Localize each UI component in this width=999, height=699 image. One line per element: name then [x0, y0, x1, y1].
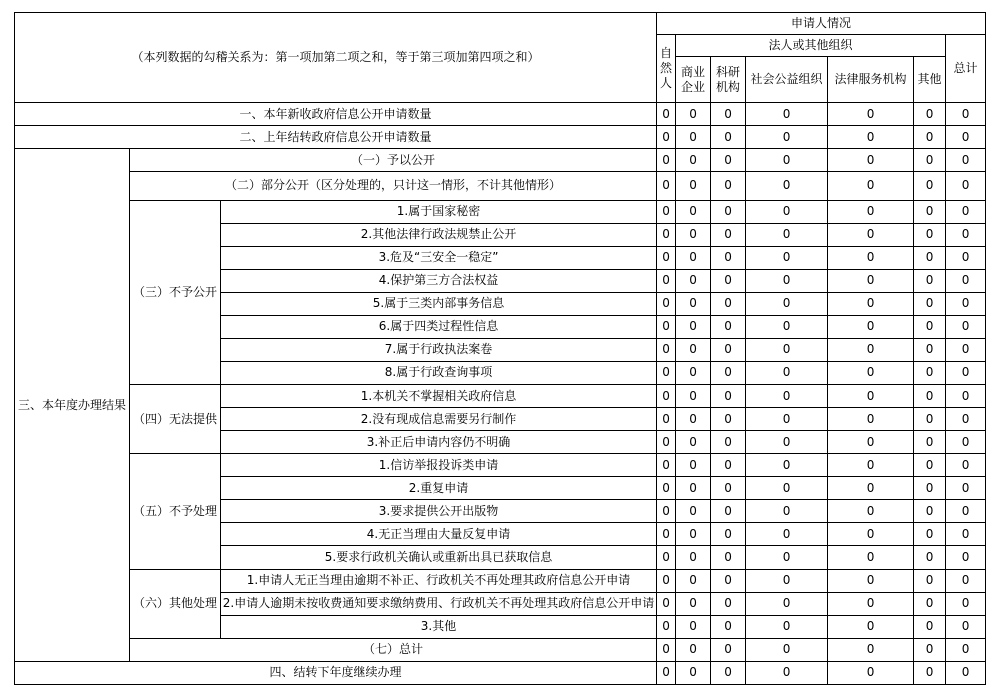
- result-g5-sub-label: 5.要求行政机关确认或重新出具已获取信息: [221, 546, 657, 569]
- new-requests-row-value: 0: [828, 103, 914, 126]
- result-g4-sub-value: 0: [657, 431, 676, 454]
- result-g4-sub-value: 0: [914, 408, 946, 431]
- result-g2-row: [15, 172, 986, 200]
- result-g3-sub-value: 0: [657, 338, 676, 361]
- result-g3-sub-value: 0: [746, 338, 828, 361]
- result-g3-sub-value: 0: [828, 292, 914, 315]
- result-g3-sub-value: 0: [657, 315, 676, 338]
- result-g4-sub-value: 0: [676, 431, 711, 454]
- result-g3-sub-value: 0: [946, 292, 986, 315]
- total-header: 总计: [946, 35, 986, 103]
- result-g3-sub-value: 0: [676, 292, 711, 315]
- result-g5-sub-value: 0: [946, 523, 986, 546]
- result-g6-label: （六）其他处理: [130, 569, 221, 638]
- result-g3-sub-label: 6.属于四类过程性信息: [221, 315, 657, 338]
- result-g3-sub-value: 0: [676, 338, 711, 361]
- result-g6-sub-value: 0: [946, 592, 986, 615]
- section3-label: 三、本年度办理结果: [15, 149, 130, 661]
- result-g4-sub-value: 0: [711, 431, 746, 454]
- result-g1-value: 0: [746, 149, 828, 172]
- result-g5-sub-value: 0: [711, 454, 746, 477]
- result-g3-sub-value: 0: [657, 269, 676, 292]
- result-g4-sub-value: 0: [914, 385, 946, 408]
- result-g5-sub-value: 0: [946, 477, 986, 500]
- carry-forward-value: 0: [746, 661, 828, 684]
- result-g3-sub-value: 0: [828, 338, 914, 361]
- result-g3-sub-value: 0: [676, 200, 711, 223]
- new-requests-row-value: 0: [711, 103, 746, 126]
- result-g3-sub-value: 0: [711, 269, 746, 292]
- result-g3-sub-value: 0: [746, 292, 828, 315]
- carried-over-row-value: 0: [676, 126, 711, 149]
- result-g7-value: 0: [828, 638, 914, 661]
- result-g5-sub-value: 0: [676, 477, 711, 500]
- result-g3-sub-value: 0: [746, 315, 828, 338]
- result-g4-sub-value: 0: [711, 408, 746, 431]
- result-g5-sub-value: 0: [711, 523, 746, 546]
- other-header: 其他: [914, 57, 946, 103]
- result-g6-sub-value: 0: [711, 592, 746, 615]
- result-g3-sub-value: 0: [946, 246, 986, 269]
- result-g3-sub-value: 0: [946, 200, 986, 223]
- result-g4-sub-value: 0: [676, 408, 711, 431]
- result-g1-value: 0: [711, 149, 746, 172]
- result-g5-sub-value: 0: [746, 500, 828, 523]
- result-g6-sub-value: 0: [914, 592, 946, 615]
- result-g1-value: 0: [946, 149, 986, 172]
- carry-forward-value: 0: [657, 661, 676, 684]
- natural-person-header: 自然人: [657, 35, 676, 103]
- result-g5-sub-value: 0: [828, 454, 914, 477]
- result-g6-sub-value: 0: [946, 569, 986, 592]
- result-g3-sub-value: 0: [914, 338, 946, 361]
- result-g2-label: （二）部分公开（区分处理的，只计这一情形，不计其他情形）: [130, 172, 657, 200]
- relation-note: （本列数据的勾稽关系为：第一项加第二项之和，等于第三项加第四项之和）: [15, 13, 657, 103]
- result-g4-sub-value: 0: [828, 385, 914, 408]
- result-g3-sub-value: 0: [914, 246, 946, 269]
- result-g5-sub-value: 0: [676, 454, 711, 477]
- result-g6-sub-value: 0: [746, 615, 828, 638]
- result-g7-value: 0: [914, 638, 946, 661]
- result-g5-sub-value: 0: [676, 523, 711, 546]
- result-g5-sub-value: 0: [914, 477, 946, 500]
- result-g6-sub-value: 0: [711, 569, 746, 592]
- result-g2-value: 0: [676, 172, 711, 200]
- result-g6-sub-label: 2.申请人逾期未按收费通知要求缴纳费用、行政机关不再处理其政府信息公开申请: [221, 592, 657, 615]
- result-g4-sub-value: 0: [828, 431, 914, 454]
- carry-forward-value: 0: [828, 661, 914, 684]
- result-g3-sub-value: 0: [711, 292, 746, 315]
- result-g5-sub-value: 0: [914, 523, 946, 546]
- result-g3-sub-value: 0: [746, 246, 828, 269]
- result-g6-sub-value: 0: [946, 615, 986, 638]
- result-g7-label: （七）总计: [130, 638, 657, 661]
- result-g3-label: （三）不予公开: [130, 200, 221, 385]
- result-g4-sub-row: [15, 385, 986, 408]
- result-g6-sub-value: 0: [676, 569, 711, 592]
- result-g5-sub-value: 0: [711, 500, 746, 523]
- result-g3-sub-value: 0: [746, 269, 828, 292]
- result-g5-sub-value: 0: [657, 546, 676, 569]
- result-g3-sub-value: 0: [657, 246, 676, 269]
- result-g7-row: [15, 638, 986, 661]
- carry-forward-value: 0: [946, 661, 986, 684]
- result-g3-sub-label: 5.属于三类内部事务信息: [221, 292, 657, 315]
- result-g5-sub-value: 0: [711, 546, 746, 569]
- new-requests-row-value: 0: [746, 103, 828, 126]
- result-g5-sub-value: 0: [828, 523, 914, 546]
- result-g3-sub-value: 0: [946, 315, 986, 338]
- result-g3-sub-value: 0: [676, 246, 711, 269]
- carry-forward-value: 0: [914, 661, 946, 684]
- result-g5-sub-value: 0: [676, 500, 711, 523]
- carried-over-row: [15, 126, 986, 149]
- result-g3-sub-value: 0: [946, 361, 986, 384]
- result-g3-sub-value: 0: [914, 361, 946, 384]
- result-g5-sub-value: 0: [828, 500, 914, 523]
- new-requests-row-value: 0: [946, 103, 986, 126]
- result-g1-value: 0: [657, 149, 676, 172]
- result-g6-sub-value: 0: [657, 615, 676, 638]
- result-g5-sub-value: 0: [711, 477, 746, 500]
- result-g5-sub-value: 0: [828, 477, 914, 500]
- result-g1-row: [15, 149, 986, 172]
- result-g4-sub-value: 0: [746, 385, 828, 408]
- result-g3-sub-value: 0: [914, 292, 946, 315]
- result-g3-sub-value: 0: [828, 200, 914, 223]
- result-g2-value: 0: [711, 172, 746, 200]
- legal-entities-header: 法人或其他组织: [676, 35, 946, 57]
- result-g1-label: （一）予以公开: [130, 149, 657, 172]
- applicant-header: 申请人情况: [657, 13, 986, 35]
- result-g4-sub-value: 0: [657, 408, 676, 431]
- result-g6-sub-label: 3.其他: [221, 615, 657, 638]
- result-g3-sub-value: 0: [711, 338, 746, 361]
- carried-over-row-value: 0: [657, 126, 676, 149]
- result-g3-sub-value: 0: [746, 361, 828, 384]
- result-g7-value: 0: [711, 638, 746, 661]
- new-requests-row-value: 0: [914, 103, 946, 126]
- result-g3-sub-label: 8.属于行政查询事项: [221, 361, 657, 384]
- result-g3-sub-value: 0: [657, 361, 676, 384]
- result-g5-sub-value: 0: [914, 546, 946, 569]
- result-g5-sub-value: 0: [657, 477, 676, 500]
- result-g3-sub-label: 3.危及“三安全一稳定”: [221, 246, 657, 269]
- result-g3-sub-value: 0: [711, 246, 746, 269]
- result-g5-sub-value: 0: [828, 546, 914, 569]
- result-g3-sub-value: 0: [828, 315, 914, 338]
- carried-over-row-value: 0: [828, 126, 914, 149]
- result-g5-sub-label: 1.信访举报投诉类申请: [221, 454, 657, 477]
- result-g3-sub-value: 0: [914, 269, 946, 292]
- carried-over-row-value: 0: [914, 126, 946, 149]
- carry-forward-value: 0: [711, 661, 746, 684]
- result-g7-value: 0: [946, 638, 986, 661]
- result-g4-sub-value: 0: [946, 408, 986, 431]
- legal-service-header: 法律服务机构: [828, 57, 914, 103]
- result-g5-sub-value: 0: [746, 523, 828, 546]
- result-g3-sub-value: 0: [676, 223, 711, 246]
- result-g3-sub-value: 0: [828, 246, 914, 269]
- result-g6-sub-value: 0: [676, 592, 711, 615]
- result-g5-sub-value: 0: [946, 454, 986, 477]
- result-g3-sub-value: 0: [711, 361, 746, 384]
- result-g2-value: 0: [946, 172, 986, 200]
- result-g1-value: 0: [914, 149, 946, 172]
- result-g5-sub-value: 0: [676, 546, 711, 569]
- public-welfare-header: 社会公益组织: [746, 57, 828, 103]
- result-g3-sub-label: 2.其他法律行政法规禁止公开: [221, 223, 657, 246]
- result-g3-sub-value: 0: [946, 223, 986, 246]
- result-g1-value: 0: [676, 149, 711, 172]
- result-g5-sub-row: [15, 454, 986, 477]
- result-g6-sub-value: 0: [914, 569, 946, 592]
- carry-forward-value: 0: [676, 661, 711, 684]
- result-g6-sub-value: 0: [676, 615, 711, 638]
- result-g6-sub-value: 0: [746, 592, 828, 615]
- result-g3-sub-value: 0: [676, 269, 711, 292]
- result-g5-sub-value: 0: [914, 454, 946, 477]
- result-g6-sub-value: 0: [914, 615, 946, 638]
- result-g7-value: 0: [746, 638, 828, 661]
- result-g4-sub-value: 0: [657, 385, 676, 408]
- result-g3-sub-value: 0: [657, 223, 676, 246]
- result-g3-sub-value: 0: [914, 200, 946, 223]
- result-g3-sub-label: 7.属于行政执法案卷: [221, 338, 657, 361]
- result-g3-sub-value: 0: [676, 315, 711, 338]
- result-g3-sub-label: 1.属于国家秘密: [221, 200, 657, 223]
- result-g6-sub-value: 0: [746, 569, 828, 592]
- result-g6-sub-value: 0: [657, 569, 676, 592]
- result-g5-sub-value: 0: [657, 523, 676, 546]
- result-g4-sub-value: 0: [676, 385, 711, 408]
- carried-over-row-value: 0: [746, 126, 828, 149]
- result-g4-sub-label: 2.没有现成信息需要另行制作: [221, 408, 657, 431]
- carry-forward-label: 四、结转下年度继续办理: [15, 661, 657, 684]
- result-g3-sub-value: 0: [946, 338, 986, 361]
- result-g1-value: 0: [828, 149, 914, 172]
- result-g4-sub-value: 0: [946, 385, 986, 408]
- result-g3-sub-label: 4.保护第三方合法权益: [221, 269, 657, 292]
- new-requests-row-value: 0: [676, 103, 711, 126]
- result-g5-sub-label: 4.无正当理由大量反复申请: [221, 523, 657, 546]
- result-g5-sub-label: 3.要求提供公开出版物: [221, 500, 657, 523]
- new-requests-row-label: 一、本年新收政府信息公开申请数量: [15, 103, 657, 126]
- result-g5-label: （五）不予处理: [130, 454, 221, 569]
- result-g3-sub-value: 0: [711, 223, 746, 246]
- result-g6-sub-label: 1.申请人无正当理由逾期不补正、行政机关不再处理其政府信息公开申请: [221, 569, 657, 592]
- result-g7-value: 0: [657, 638, 676, 661]
- result-g2-value: 0: [657, 172, 676, 200]
- result-g2-value: 0: [828, 172, 914, 200]
- result-g6-sub-value: 0: [828, 615, 914, 638]
- result-g3-sub-value: 0: [711, 200, 746, 223]
- result-g5-sub-value: 0: [657, 500, 676, 523]
- result-g4-sub-label: 1.本机关不掌握相关政府信息: [221, 385, 657, 408]
- result-g3-sub-value: 0: [676, 361, 711, 384]
- result-g5-sub-value: 0: [657, 454, 676, 477]
- result-g5-sub-value: 0: [746, 546, 828, 569]
- result-g3-sub-value: 0: [914, 223, 946, 246]
- result-g4-sub-value: 0: [946, 431, 986, 454]
- result-g4-sub-value: 0: [711, 385, 746, 408]
- result-g7-value: 0: [676, 638, 711, 661]
- result-g6-sub-value: 0: [828, 592, 914, 615]
- result-g4-sub-value: 0: [746, 431, 828, 454]
- result-g3-sub-value: 0: [711, 315, 746, 338]
- result-g3-sub-value: 0: [914, 315, 946, 338]
- carried-over-row-value: 0: [946, 126, 986, 149]
- result-g5-sub-value: 0: [946, 500, 986, 523]
- result-g3-sub-row: [15, 200, 986, 223]
- result-g3-sub-value: 0: [946, 269, 986, 292]
- disclosure-statistics-table: [14, 12, 986, 685]
- result-g6-sub-value: 0: [657, 592, 676, 615]
- result-g3-sub-value: 0: [746, 200, 828, 223]
- new-requests-row-value: 0: [657, 103, 676, 126]
- result-g3-sub-value: 0: [657, 292, 676, 315]
- result-g2-value: 0: [746, 172, 828, 200]
- research-header: 科研机构: [711, 57, 746, 103]
- result-g3-sub-value: 0: [657, 200, 676, 223]
- result-g3-sub-value: 0: [828, 269, 914, 292]
- result-g5-sub-value: 0: [746, 454, 828, 477]
- result-g4-sub-value: 0: [914, 431, 946, 454]
- result-g6-sub-row: [15, 569, 986, 592]
- result-g6-sub-value: 0: [711, 615, 746, 638]
- carried-over-row-value: 0: [711, 126, 746, 149]
- result-g4-sub-value: 0: [746, 408, 828, 431]
- commercial-header: 商业企业: [676, 57, 711, 103]
- result-g6-sub-value: 0: [828, 569, 914, 592]
- result-g3-sub-value: 0: [828, 223, 914, 246]
- carry-forward-row: [15, 661, 986, 684]
- result-g3-sub-value: 0: [746, 223, 828, 246]
- result-g4-sub-value: 0: [828, 408, 914, 431]
- result-g2-value: 0: [914, 172, 946, 200]
- result-g3-sub-value: 0: [828, 361, 914, 384]
- result-g5-sub-label: 2.重复申请: [221, 477, 657, 500]
- result-g5-sub-value: 0: [914, 500, 946, 523]
- result-g5-sub-value: 0: [946, 546, 986, 569]
- result-g4-label: （四）无法提供: [130, 385, 221, 454]
- new-requests-row: [15, 103, 986, 126]
- result-g5-sub-value: 0: [746, 477, 828, 500]
- result-g4-sub-label: 3.补正后申请内容仍不明确: [221, 431, 657, 454]
- carried-over-row-label: 二、上年结转政府信息公开申请数量: [15, 126, 657, 149]
